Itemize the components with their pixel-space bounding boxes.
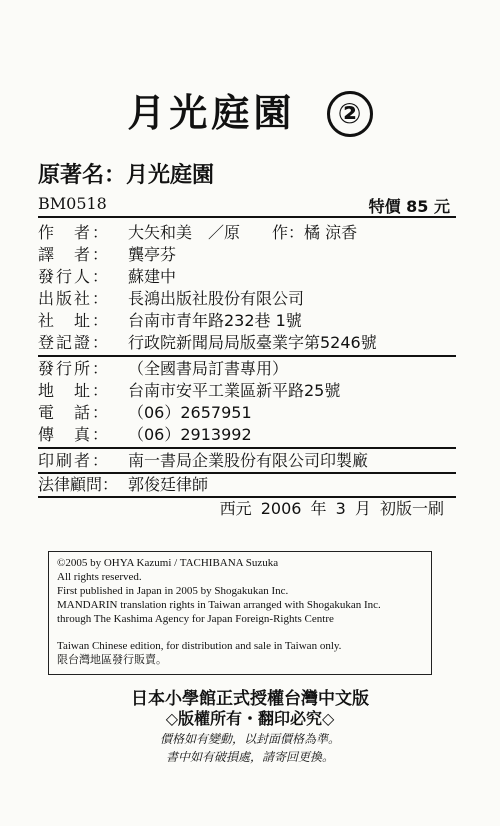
- distribution-row-phone: [38, 402, 456, 425]
- distribution-label: 傳 真：: [38, 425, 111, 444]
- distribution-row-address: [38, 380, 456, 403]
- printing-value: 郭俊廷律師: [128, 475, 209, 494]
- divider: [38, 447, 456, 449]
- credit-value: 行政院新聞局局版臺業字第5246號: [128, 333, 377, 352]
- book-code: BM0518: [38, 194, 107, 213]
- copyright-line: MANDARIN translation rights in Taiwan arranged with Shogakukan Inc.: [57, 599, 381, 611]
- distribution-value: （06）2913992: [128, 425, 252, 444]
- credit-label: 發行人：: [38, 267, 111, 286]
- credit-row-publisher: [38, 288, 456, 311]
- printing-row-legal: [38, 474, 456, 497]
- book-title-line: [0, 82, 500, 137]
- distribution-label: 電 話：: [38, 403, 111, 422]
- damage-note: 書中如有破損處，請寄回更換。: [165, 750, 334, 764]
- distribution-label: 發行所：: [38, 359, 111, 378]
- credit-label: 譯 者：: [38, 245, 111, 264]
- credit-row-registration: [38, 332, 456, 355]
- spacer: [57, 626, 423, 639]
- edition-date: 西元 2006 年 3 月 初版一刷: [219, 499, 444, 518]
- printing-row-printer: [38, 450, 456, 473]
- distribution-row-distributor: [38, 358, 456, 381]
- credit-row-translator: [38, 244, 456, 267]
- price-note: 價格如有變動，以封面價格為準。: [159, 732, 340, 746]
- credit-row-author: [38, 222, 456, 245]
- copyright-line: 限台灣地區發行販賣。: [57, 654, 167, 666]
- printing-value: 南一書局企業股份有限公司印製廠: [128, 451, 369, 470]
- distribution-row-fax: [38, 424, 456, 447]
- book-title: 月光庭園: [127, 91, 296, 135]
- copyright-line: through The Kashima Agency for Japan Foreign-Rights Centre: [57, 613, 334, 625]
- credit-value: 長鴻出版社股份有限公司: [128, 289, 305, 308]
- divider: [38, 355, 456, 357]
- credit-value: 台南市青年路232巷 1號: [128, 311, 302, 330]
- rights-reserved: ◇版權所有・翻印必究◇: [165, 709, 335, 728]
- copyright-line: ©2005 by OHYA Kazumi / TACHIBANA Suzuka: [57, 557, 279, 569]
- credit-row-address: [38, 310, 456, 333]
- credit-value: 蘇建中: [128, 267, 177, 286]
- printing-label: 法律顧問：: [38, 475, 119, 494]
- code-price-line: [38, 194, 456, 218]
- copyright-line: All rights reserved.: [57, 571, 142, 583]
- credit-row-publisher-person: [38, 266, 456, 289]
- credit-value: 大矢和美 ／原 作：橘 涼香: [128, 223, 358, 242]
- distribution-value: （全國書局訂書專用）: [128, 359, 289, 378]
- copyright-line: First published in Japan in 2005 by Shogakukan Inc.: [57, 585, 289, 597]
- volume-number-badge: ②: [327, 91, 373, 137]
- book-price: 特價 85 元: [368, 197, 450, 216]
- credit-label: 出版社：: [38, 289, 111, 308]
- distribution-label: 地 址：: [38, 381, 111, 400]
- credit-value: 龔亭芬: [128, 245, 177, 264]
- distribution-value: （06）2657951: [128, 403, 252, 422]
- credit-label: 社 址：: [38, 311, 111, 330]
- distribution-value: 台南市安平工業區新平路25號: [128, 381, 341, 400]
- printing-label: 印刷者：: [38, 451, 111, 470]
- original-title: 原著名：月光庭園: [38, 163, 215, 188]
- credit-label: 作 者：: [38, 223, 111, 242]
- copyright-line: Taiwan Chinese edition, for distribution and sale in Taiwan only.: [57, 640, 342, 652]
- copyright-box: [48, 551, 432, 675]
- authorization-statement: 日本小學館正式授權台灣中文版: [131, 689, 369, 709]
- credit-label: 登記證：: [38, 333, 111, 352]
